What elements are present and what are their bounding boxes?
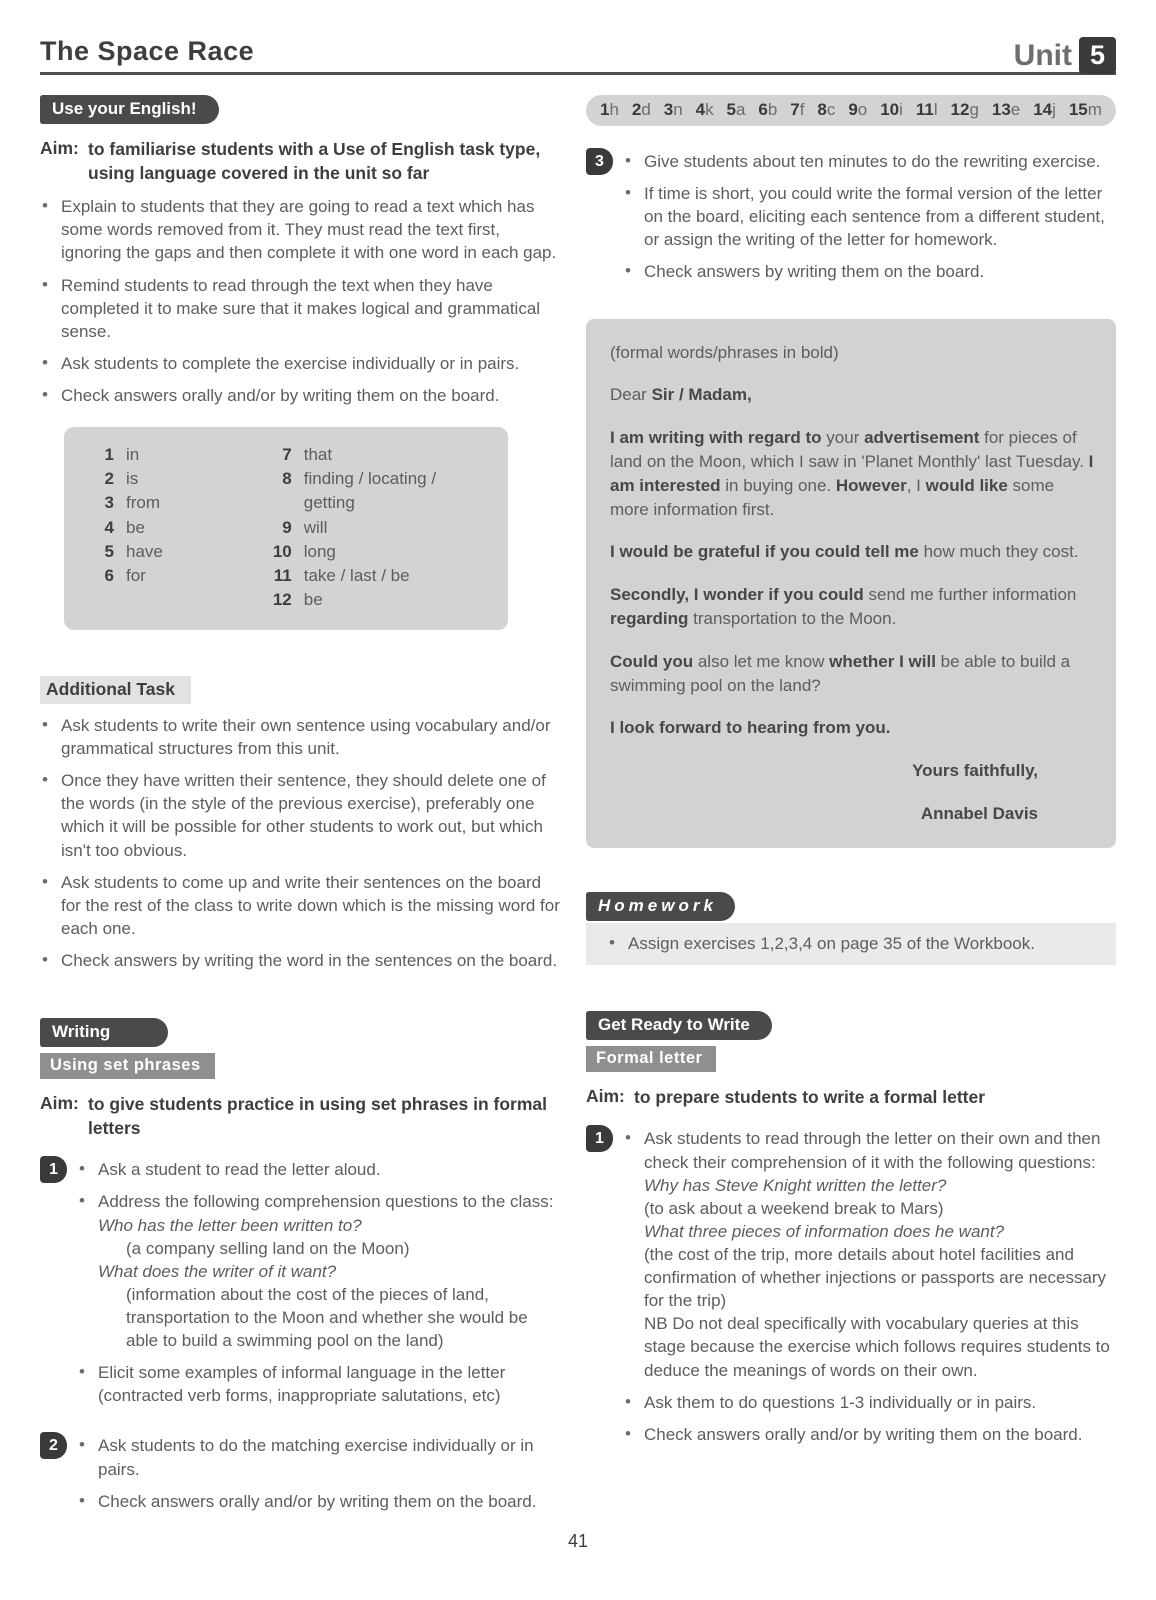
writing-step-2-bullets — [77, 1434, 564, 1521]
answer-pair: 2d — [631, 100, 651, 119]
homework-bullets — [600, 932, 1102, 955]
text-line — [61, 714, 564, 760]
answer-pair: 10i — [880, 100, 903, 119]
text-line — [61, 949, 564, 972]
text-segment: whether I will — [829, 651, 936, 671]
answer-row — [264, 564, 490, 588]
answers-box — [64, 427, 508, 630]
text-segment: Ask students to write their own sentence using vocabulary and/or grammatical structures from this unit. — [61, 716, 551, 759]
answer-row — [86, 467, 264, 491]
answer-row — [86, 443, 264, 467]
writing-step-1 — [40, 1156, 564, 1416]
use-your-english-section-header — [40, 95, 564, 124]
answer-value: in — [126, 445, 140, 465]
text-segment: Give students about ten minutes to do the rewriting exercise. — [644, 152, 1101, 171]
text-line — [98, 1490, 564, 1513]
text-segment: for pieces of land on the Moon, which I saw in 'Planet Monthly' last Tuesday. — [610, 428, 1089, 471]
answer-number: 4 — [104, 517, 114, 537]
text-line — [126, 1283, 564, 1352]
text-line — [98, 1190, 564, 1213]
answer-pair: 5a — [726, 100, 746, 119]
text-segment: , I — [906, 475, 926, 495]
text-segment: Ask students to read through the letter on their own and then check their comprehension of it with the following questions: — [644, 1129, 1101, 1172]
text-line — [644, 1197, 1116, 1220]
answer-value: be — [303, 589, 323, 609]
letter-paragraph — [610, 583, 1094, 631]
aim-text: to familiarise students with a Use of English task type, using language covered in the unit so far — [88, 139, 541, 183]
get-ready-to-write-badge: Get Ready to Write — [586, 1011, 772, 1040]
right-column — [586, 95, 1116, 1522]
aim-label: Aim: — [40, 138, 79, 158]
answers-column-1 — [86, 443, 264, 612]
matching-answer-strip — [586, 95, 1116, 126]
text-segment: (to ask about a weekend break to Mars) — [644, 1198, 944, 1218]
bullet-item — [40, 195, 564, 264]
text-segment: What does the writer of it want? — [98, 1261, 337, 1281]
aim-text: to prepare students to write a formal letter — [634, 1086, 986, 1107]
text-segment: regarding — [610, 608, 689, 628]
text-line — [98, 1214, 564, 1237]
bullet-item — [77, 1434, 564, 1480]
text-segment: your — [826, 428, 865, 448]
letter-paragraph — [610, 383, 1094, 407]
text-line — [644, 182, 1116, 251]
text-line — [644, 1127, 1116, 1173]
answer-number: 5 — [104, 541, 114, 561]
get-ready-subsection-header — [586, 1040, 1116, 1072]
page-number: 41 — [567, 1531, 589, 1551]
model-letter-box — [586, 319, 1116, 848]
text-segment: I am writing with regard to — [610, 428, 827, 448]
answer-number: 11 — [273, 565, 292, 585]
homework-badge: Homework — [586, 892, 735, 921]
answer-value: that — [303, 445, 333, 465]
text-line — [644, 1220, 1116, 1243]
answer-row — [86, 540, 264, 564]
answer-row — [86, 516, 264, 540]
text-segment: Assign exercises 1,2,3,4 on page 35 of the Workbook. — [628, 933, 1035, 953]
get-ready-aim — [586, 1086, 1116, 1110]
text-segment: Annabel Davis — [920, 803, 1038, 823]
use-your-english-step-3 — [586, 148, 1116, 293]
text-segment: Dear — [610, 385, 652, 405]
text-segment: Address the following comprehension questions to the class: — [98, 1192, 554, 1212]
bullet-item — [623, 260, 1116, 283]
letter-paragraph — [610, 540, 1094, 564]
answer-pair: 13e — [991, 100, 1021, 119]
aim-label: Aim: — [586, 1085, 625, 1106]
text-line — [644, 1174, 1116, 1197]
bullet-item — [600, 932, 1102, 955]
step-number-badge: 3 — [586, 148, 613, 175]
answer-pair: 6b — [758, 100, 778, 119]
answer-pair: 11l — [915, 100, 938, 119]
text-segment: Check answers orally and/or by writing them on the board. — [644, 1424, 1083, 1444]
answer-pair: 15m — [1068, 100, 1102, 119]
text-segment: transportation to the Moon. — [688, 608, 897, 628]
answer-row — [264, 516, 490, 540]
text-line — [98, 1260, 564, 1283]
bullet-item — [40, 714, 564, 760]
letter-note: (formal words/phrases in bold) — [610, 342, 839, 362]
bullet-item — [77, 1190, 564, 1352]
bullet-item — [77, 1361, 564, 1407]
step-number-badge: 2 — [40, 1432, 67, 1459]
text-segment: Ask students to do the matching exercise individually or in pairs. — [98, 1436, 534, 1479]
step-number-badge: 1 — [40, 1156, 67, 1183]
text-segment: Secondly, I wonder if you could — [610, 585, 864, 605]
text-line — [644, 1391, 1116, 1414]
text-segment: I would be grateful if you could tell me — [610, 542, 919, 562]
writing-section-header — [40, 1018, 564, 1047]
text-segment: send me further information — [863, 585, 1077, 605]
answer-pair: 7f — [790, 100, 805, 119]
answer-row — [264, 443, 490, 467]
answer-pair: 12g — [950, 100, 979, 119]
text-segment: Check answers by writing them on the board. — [644, 262, 985, 282]
text-line — [644, 1243, 1116, 1312]
text-segment: NB Do not deal specifically with vocabulary queries at this stage because the exercise which follows requires students to deduce the meanings of words on their own. — [644, 1314, 1110, 1380]
answer-pair: 9o — [848, 100, 868, 119]
letter-paragraph — [610, 759, 1094, 783]
text-segment: Ask students to complete the exercise individually or in pairs. — [61, 353, 520, 373]
homework-section-header — [586, 892, 1116, 921]
text-segment: be able to build a swimming pool on the land? — [610, 651, 1071, 695]
letter-paragraph — [610, 716, 1094, 740]
answer-number: 8 — [282, 469, 292, 489]
text-segment: What three pieces of information does he want? — [644, 1221, 1005, 1241]
text-segment: If time is short, you could write the formal version of the letter on the board, eliciting each sentence from a different student, or assign the writing of the letter for homework. — [644, 184, 1105, 250]
answer-number: 10 — [272, 541, 292, 561]
answer-pair: 1h — [600, 100, 619, 119]
letter-body — [610, 383, 1094, 825]
letter-paragraph — [610, 650, 1094, 698]
bullet-item — [623, 1423, 1116, 1446]
aim-label: Aim: — [40, 1093, 79, 1114]
answer-number: 1 — [104, 445, 114, 465]
text-line — [98, 1434, 564, 1480]
text-segment: Explain to students that they are going to read a text which has some words removed from it. They must read the text first, ignoring the gaps and then complete it with one word in each gap. — [61, 197, 557, 263]
text-segment: I look forward to hearing from you. — [610, 718, 891, 738]
bullet-item — [77, 1158, 564, 1181]
answers-column-2 — [264, 443, 490, 612]
answer-value: take / last / be — [303, 565, 410, 585]
additional-task-label: Additional Task — [40, 676, 191, 704]
formal-letter-badge: Formal letter — [586, 1046, 716, 1072]
bullet-item — [40, 384, 564, 407]
answer-value: will — [303, 517, 328, 537]
answer-pair: 3n — [663, 100, 683, 119]
bullet-item — [40, 949, 564, 972]
text-segment: Ask a student to read the letter aloud. — [98, 1160, 381, 1180]
text-segment: also let me know — [693, 651, 830, 671]
text-line — [644, 260, 1116, 283]
text-segment: Remind students to read through the text when they have completed it to make sure that it makes logical and grammatical sense. — [61, 275, 541, 341]
text-line — [61, 769, 564, 861]
text-segment: Could you — [610, 651, 694, 671]
bullet-item — [623, 150, 1116, 173]
text-segment: (the cost of the trip, more details about hotel facilities and confirmation of whether injections or passports are necessary for the trip) — [644, 1244, 1107, 1311]
text-line — [98, 1158, 564, 1181]
answer-number: 2 — [104, 469, 114, 489]
text-segment: Check answers orally and/or by writing them on the board. — [98, 1491, 537, 1511]
page-header — [40, 30, 1116, 75]
text-segment: Ask students to come up and write their sentences on the board for the rest of the class to write down which is the missing word for each one. — [61, 872, 560, 938]
writing-aim — [40, 1093, 564, 1140]
text-line — [61, 352, 564, 375]
answer-row — [264, 588, 490, 612]
answer-pair: 4k — [695, 100, 714, 119]
unit-indicator — [1014, 37, 1116, 74]
text-segment: I am interested — [610, 451, 1094, 495]
bullet-item — [623, 1391, 1116, 1414]
text-line — [61, 274, 564, 343]
answer-value: be — [126, 517, 145, 537]
writing-step-1-bullets — [77, 1158, 564, 1416]
bullet-item — [40, 352, 564, 375]
answer-value: have — [126, 541, 163, 561]
answer-row — [86, 491, 264, 515]
answer-row — [264, 467, 490, 515]
get-ready-section-header — [586, 1011, 1116, 1040]
text-segment: Ask them to do questions 1-3 individually or in pairs. — [644, 1392, 1037, 1412]
text-line — [644, 1423, 1116, 1446]
text-line — [61, 384, 564, 407]
writing-step-2 — [40, 1432, 564, 1521]
using-set-phrases-badge: Using set phrases — [40, 1053, 215, 1079]
answer-value: from — [126, 493, 160, 513]
text-segment: Who has the letter been written to? — [98, 1215, 362, 1235]
answer-value: long — [303, 541, 336, 561]
text-segment: However — [835, 475, 907, 495]
homework-box — [586, 923, 1116, 965]
text-segment: some more information first. — [610, 475, 1055, 519]
text-line — [61, 195, 564, 264]
homework-section — [586, 892, 1116, 965]
text-segment: would like — [925, 475, 1008, 495]
unit-number-badge: 5 — [1079, 37, 1116, 74]
text-segment: Check answers orally and/or by writing them on the board. — [61, 386, 500, 406]
writing-subsection-header — [40, 1047, 564, 1079]
answer-number: 9 — [282, 517, 292, 537]
answer-number: 6 — [104, 565, 114, 585]
aim-text: to give students practice in using set phrases in formal letters — [88, 1094, 547, 1138]
bullet-item — [40, 769, 564, 861]
answer-value: for — [126, 565, 146, 585]
text-line — [628, 932, 1102, 955]
answer-value: finding / locating / getting — [303, 469, 437, 513]
content-columns — [40, 95, 1116, 1522]
use-your-english-bullets — [40, 195, 564, 407]
step-number-badge: 1 — [586, 1125, 613, 1152]
answer-number: 12 — [272, 589, 292, 609]
additional-task-section-header — [40, 676, 564, 704]
text-line — [61, 871, 564, 940]
page-title: The Space Race — [40, 36, 255, 66]
use-your-english-badge: Use your English! — [40, 95, 219, 124]
text-line — [98, 1361, 564, 1407]
text-segment: Why has Steve Knight written the letter? — [644, 1175, 947, 1195]
letter-paragraph — [610, 426, 1094, 521]
text-segment: Sir / Madam, — [651, 385, 752, 405]
text-segment: (information about the cost of the pieces of land, transportation to the Moon and whether she would be able to build a swimming pool on the land) — [126, 1284, 528, 1351]
text-line — [644, 150, 1116, 173]
text-line — [644, 1312, 1116, 1381]
writing-badge: Writing — [40, 1018, 168, 1047]
get-ready-step-1 — [586, 1125, 1116, 1454]
answer-number: 3 — [104, 493, 114, 513]
text-segment: Yours faithfully, — [912, 761, 1038, 781]
bullet-item — [623, 1127, 1116, 1381]
answer-row — [264, 540, 490, 564]
answer-pair: 8c — [817, 100, 836, 119]
additional-task-bullets — [40, 714, 564, 972]
bullet-item — [623, 182, 1116, 251]
text-segment: in buying one. — [720, 475, 836, 495]
get-ready-step-1-bullets — [623, 1127, 1116, 1454]
text-segment: Elicit some examples of informal language in the letter (contracted verb forms, inappropriate salutations, etc) — [98, 1363, 506, 1406]
text-segment: (a company selling land on the Moon) — [126, 1238, 410, 1258]
text-segment: Once they have written their sentence, they should delete one of the words (in the style of the previous exercise), preferably one which it will be possible for other students to work out, but which isn't too obvious. — [61, 771, 546, 860]
left-column — [40, 95, 564, 1522]
bullet-item — [40, 274, 564, 343]
text-segment: how much they cost. — [918, 542, 1079, 562]
use-your-english-aim — [40, 138, 564, 185]
step-3-bullets — [623, 150, 1116, 293]
text-line — [126, 1237, 564, 1260]
answer-value: is — [126, 469, 139, 489]
text-segment: Check answers by writing the word in the sentences on the board. — [61, 950, 558, 970]
unit-label: Unit — [1013, 38, 1072, 72]
text-segment: advertisement — [864, 428, 980, 448]
bullet-item — [40, 871, 564, 940]
bullet-item — [77, 1490, 564, 1513]
letter-paragraph — [610, 802, 1094, 826]
answer-pair: 14j — [1033, 100, 1056, 119]
answer-row — [86, 564, 264, 588]
answer-number: 7 — [282, 445, 292, 465]
